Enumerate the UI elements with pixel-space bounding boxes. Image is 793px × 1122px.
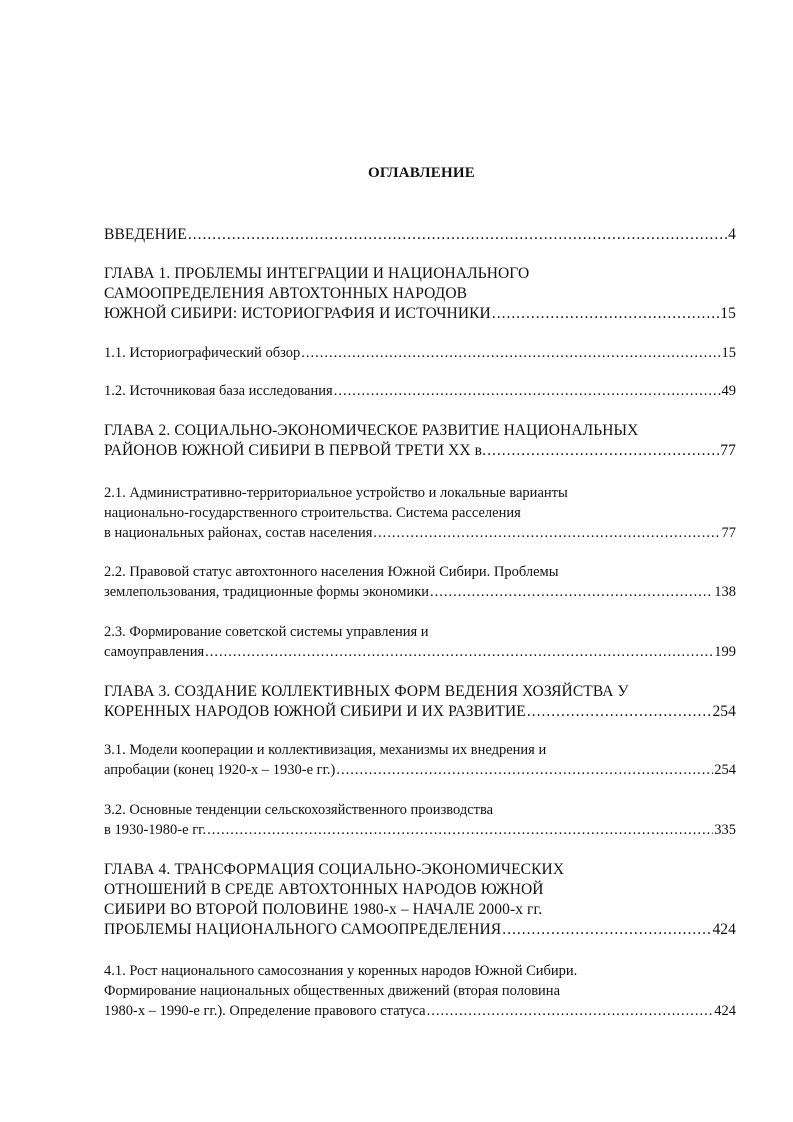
- toc-page-number: 15: [721, 345, 736, 361]
- toc-line: [104, 343, 736, 363]
- toc-entry-section-4-1[interactable]: [104, 961, 736, 1021]
- toc-page-number: 49: [721, 383, 736, 399]
- toc-entry-section-1-2[interactable]: [104, 381, 736, 401]
- toc-page-number: 254: [712, 703, 736, 720]
- toc-line: [104, 920, 736, 940]
- toc-line: [104, 702, 736, 722]
- dot-leader: [527, 702, 712, 722]
- dot-leader: [205, 642, 713, 662]
- toc-entry-text: апробации (конец 1920-х – 1930-е гг.): [104, 762, 336, 778]
- toc-entry-text: ГЛАВА 1. ПРОБЛЕМЫ ИНТЕГРАЦИИ И НАЦИОНАЛЬНОГО: [104, 265, 530, 282]
- dot-leader: [373, 523, 720, 543]
- dot-leader: [207, 820, 713, 840]
- toc-page-number: 77: [721, 525, 736, 541]
- toc-entry-chapter-2[interactable]: [104, 421, 736, 461]
- toc-entry-text: 2.1. Административно-территориальное устройство и локальные варианты: [104, 485, 568, 501]
- toc-entry-text: 4.1. Рост национального самосознания у коренных народов Южной Сибири.: [104, 963, 578, 979]
- toc-entry-section-2-3[interactable]: [104, 622, 736, 662]
- toc-entry-introduction[interactable]: [104, 225, 736, 245]
- toc-line: [104, 225, 736, 245]
- toc-entry-text: в национальных районах, состав населения: [104, 525, 373, 541]
- toc-entry-chapter-4[interactable]: [104, 860, 736, 940]
- toc-entry-chapter-3[interactable]: [104, 682, 736, 722]
- toc-page-number: 335: [714, 822, 736, 838]
- dot-leader: [301, 343, 720, 363]
- toc-entry-text: САМООПРЕДЕЛЕНИЯ АВТОХТОННЫХ НАРОДОВ: [104, 285, 468, 302]
- dot-leader: [502, 920, 711, 940]
- toc-entry-text: ГЛАВА 3. СОЗДАНИЕ КОЛЛЕКТИВНЫХ ФОРМ ВЕДЕНИЯ ХОЗЯЙСТВА У: [104, 683, 629, 700]
- dot-leader: [487, 441, 719, 461]
- toc-entry-text: РАЙОНОВ ЮЖНОЙ СИБИРИ В ПЕРВОЙ ТРЕТИ XX в.: [104, 442, 487, 459]
- toc-entry-section-2-2[interactable]: [104, 562, 736, 602]
- toc-line: [104, 381, 736, 401]
- toc-entry-section-2-1[interactable]: [104, 483, 736, 543]
- dot-leader: [334, 381, 721, 401]
- toc-entry-text: 3.2. Основные тенденции сельскохозяйственного производства: [104, 802, 494, 818]
- toc-page-number: 424: [714, 1003, 736, 1019]
- toc-line: [104, 582, 736, 602]
- toc-entry-text: самоуправления: [104, 644, 205, 660]
- toc-line: [104, 523, 736, 543]
- toc-line: [104, 642, 736, 662]
- toc-page-number: 424: [712, 921, 736, 938]
- toc-entry-text: 1.2. Источниковая база исследования: [104, 383, 333, 399]
- toc-entry-text: ПРОБЛЕМЫ НАЦИОНАЛЬНОГО САМООПРЕДЕЛЕНИЯ: [104, 921, 502, 938]
- toc-page-number: 15: [720, 305, 736, 322]
- toc-entry-section-3-1[interactable]: [104, 740, 736, 780]
- toc-entry-text: 2.2. Правовой статус автохтонного населения Южной Сибири. Проблемы: [104, 564, 559, 580]
- toc-entry-text: ЮЖНОЙ СИБИРИ: ИСТОРИОГРАФИЯ И ИСТОЧНИКИ: [104, 305, 491, 322]
- toc-line: [104, 1001, 736, 1021]
- toc-line: [104, 820, 736, 840]
- toc-entry-text: ВВЕДЕНИЕ: [104, 226, 187, 243]
- toc-entry-text: национально-государственного строительства. Система расселения: [104, 505, 521, 521]
- toc-page-number: 77: [720, 442, 736, 459]
- toc-entry-text: 1.1. Историографический обзор: [104, 345, 301, 361]
- toc-page-number: 254: [714, 762, 736, 778]
- toc-entry-text: ОТНОШЕНИЙ В СРЕДЕ АВТОХТОННЫХ НАРОДОВ ЮЖНОЙ: [104, 881, 544, 898]
- toc-entry-section-3-2[interactable]: [104, 800, 736, 840]
- toc-entry-text: 1980-х – 1990-е гг.). Определение правового статуса: [104, 1003, 426, 1019]
- toc-entry-chapter-1[interactable]: [104, 264, 736, 324]
- toc-page-number: 199: [714, 644, 736, 660]
- toc-page-number: 4: [728, 226, 736, 243]
- toc-entry-text: КОРЕННЫХ НАРОДОВ ЮЖНОЙ СИБИРИ И ИХ РАЗВИТИЕ: [104, 703, 526, 720]
- toc-line: [104, 441, 736, 461]
- toc-entry-section-1-1[interactable]: [104, 343, 736, 363]
- dot-leader: [430, 582, 713, 602]
- toc-entry-text: ГЛАВА 2. СОЦИАЛЬНО-ЭКОНОМИЧЕСКОЕ РАЗВИТИЕ НАЦИОНАЛЬНЫХ: [104, 422, 639, 439]
- dot-leader: [336, 760, 713, 780]
- dot-leader: [188, 225, 727, 245]
- toc-entry-text: 3.1. Модели кооперации и коллективизация, механизмы их внедрения и: [104, 742, 547, 758]
- toc-entry-text: СИБИРИ ВО ВТОРОЙ ПОЛОВИНЕ 1980-х – НАЧАЛЕ 2000-х гг.: [104, 901, 543, 918]
- toc-entry-text: 2.3. Формирование советской системы управления и: [104, 624, 429, 640]
- toc-page-number: 138: [714, 584, 736, 600]
- page-title: ОГЛАВЛЕНИЕ: [368, 165, 475, 181]
- dot-leader: [492, 304, 719, 324]
- dot-leader: [427, 1001, 714, 1021]
- toc-entry-text: землепользования, традиционные формы экономики: [104, 584, 430, 600]
- toc-entry-text: ГЛАВА 4. ТРАНСФОРМАЦИЯ СОЦИАЛЬНО-ЭКОНОМИЧЕСКИХ: [104, 861, 565, 878]
- toc-entry-text: Формирование национальных общественных движений (вторая половина: [104, 983, 560, 999]
- toc-line: [104, 760, 736, 780]
- toc-line: [104, 304, 736, 324]
- toc-entry-text: в 1930-1980-е гг.: [104, 822, 207, 838]
